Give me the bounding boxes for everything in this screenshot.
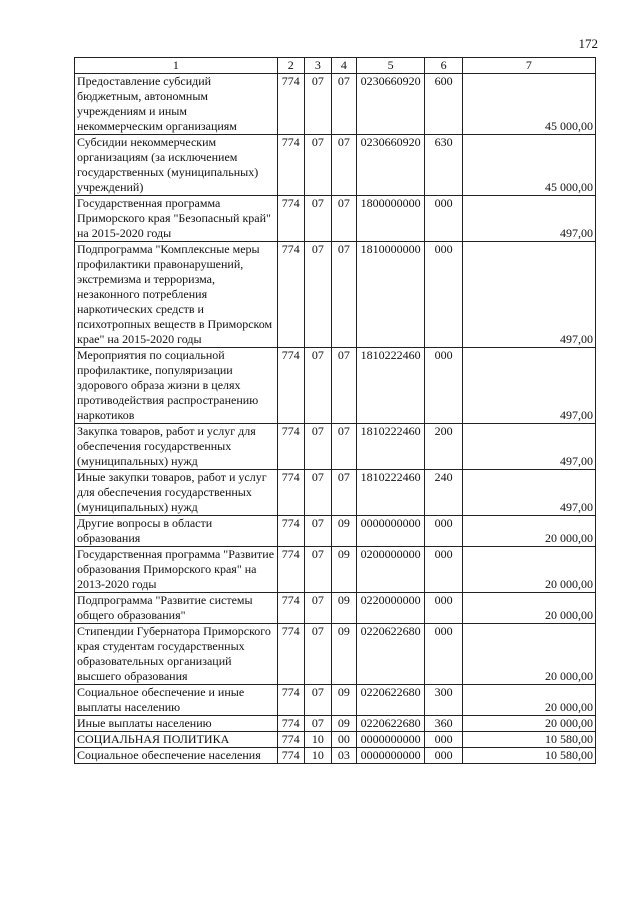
code-cell-6: 000	[425, 242, 462, 348]
table-row	[75, 516, 596, 547]
code-cell-2: 774	[277, 716, 304, 732]
code-cell-3: 07	[304, 624, 331, 685]
code-cell-4: 00	[331, 732, 356, 748]
code-cell-4: 09	[331, 685, 356, 716]
table-row	[75, 470, 596, 516]
amount-cell: 497,00	[462, 470, 595, 516]
code-cell-6: 000	[425, 547, 462, 593]
table-row	[75, 242, 596, 348]
code-cell-5: 1800000000	[356, 196, 425, 242]
row-name-cell: Субсидии некоммерческим организациям (за исключением государственных (муниципальных) учреждений)	[75, 135, 278, 196]
amount-cell: 45 000,00	[462, 74, 595, 135]
row-name-cell: Мероприятия по социальной профилактике, популяризации здорового образа жизни в целях противодействия распространению наркотиков	[75, 348, 278, 424]
row-name-cell: Социальное обеспечение населения	[75, 748, 278, 764]
row-name-cell: СОЦИАЛЬНАЯ ПОЛИТИКА	[75, 732, 278, 748]
code-cell-3: 07	[304, 516, 331, 547]
code-cell-6: 000	[425, 732, 462, 748]
amount-cell: 497,00	[462, 242, 595, 348]
code-cell-6: 600	[425, 74, 462, 135]
code-cell-2: 774	[277, 470, 304, 516]
table-row	[75, 196, 596, 242]
code-cell-2: 774	[277, 685, 304, 716]
code-cell-5: 0230660920	[356, 74, 425, 135]
code-cell-6: 000	[425, 624, 462, 685]
code-cell-3: 07	[304, 470, 331, 516]
code-cell-3: 07	[304, 685, 331, 716]
header-cell: 5	[356, 58, 425, 74]
table-row	[75, 424, 596, 470]
code-cell-3: 10	[304, 748, 331, 764]
code-cell-4: 03	[331, 748, 356, 764]
code-cell-5: 0220622680	[356, 624, 425, 685]
code-cell-4: 07	[331, 135, 356, 196]
code-cell-5: 0000000000	[356, 748, 425, 764]
amount-cell: 20 000,00	[462, 593, 595, 624]
code-cell-5: 0230660920	[356, 135, 425, 196]
table-row	[75, 135, 596, 196]
budget-table	[74, 57, 596, 764]
code-cell-6: 000	[425, 516, 462, 547]
header-cell: 1	[75, 58, 278, 74]
code-cell-4: 09	[331, 716, 356, 732]
code-cell-2: 774	[277, 748, 304, 764]
code-cell-6: 000	[425, 348, 462, 424]
table-row	[75, 748, 596, 764]
amount-cell: 497,00	[462, 196, 595, 242]
header-cell: 2	[277, 58, 304, 74]
code-cell-4: 09	[331, 624, 356, 685]
code-cell-6: 630	[425, 135, 462, 196]
amount-cell: 10 580,00	[462, 748, 595, 764]
code-cell-2: 774	[277, 547, 304, 593]
amount-cell: 20 000,00	[462, 716, 595, 732]
code-cell-5: 1810222460	[356, 470, 425, 516]
table-body	[75, 74, 596, 764]
table-row	[75, 547, 596, 593]
code-cell-5: 0220000000	[356, 593, 425, 624]
code-cell-4: 09	[331, 593, 356, 624]
code-cell-6: 360	[425, 716, 462, 732]
code-cell-2: 774	[277, 593, 304, 624]
page-number: 172	[578, 36, 598, 51]
code-cell-5: 1810222460	[356, 424, 425, 470]
row-name-cell: Социальное обеспечение и иные выплаты населению	[75, 685, 278, 716]
header-cell: 7	[462, 58, 595, 74]
code-cell-2: 774	[277, 624, 304, 685]
code-cell-3: 10	[304, 732, 331, 748]
code-cell-3: 07	[304, 424, 331, 470]
code-cell-6: 200	[425, 424, 462, 470]
code-cell-3: 07	[304, 196, 331, 242]
row-name-cell: Государственная программа "Развитие образования Приморского края" на 2013-2020 годы	[75, 547, 278, 593]
amount-cell: 497,00	[462, 348, 595, 424]
table-row	[75, 593, 596, 624]
code-cell-2: 774	[277, 135, 304, 196]
amount-cell: 20 000,00	[462, 516, 595, 547]
code-cell-3: 07	[304, 716, 331, 732]
code-cell-2: 774	[277, 242, 304, 348]
code-cell-2: 774	[277, 74, 304, 135]
amount-cell: 10 580,00	[462, 732, 595, 748]
row-name-cell: Государственная программа Приморского края "Безопасный край" на 2015-2020 годы	[75, 196, 278, 242]
code-cell-2: 774	[277, 732, 304, 748]
table-row	[75, 716, 596, 732]
row-name-cell: Предоставление субсидий бюджетным, автономным учреждениям и иным некоммерческим организациям	[75, 74, 278, 135]
amount-cell: 20 000,00	[462, 685, 595, 716]
header-cell: 6	[425, 58, 462, 74]
code-cell-4: 07	[331, 348, 356, 424]
code-cell-3: 07	[304, 74, 331, 135]
row-name-cell: Подпрограмма "Комплексные меры профилактики правонарушений, экстремизма и терроризма, незаконного потребления наркотических средств и психотропных веществ в Приморском крае" на 2015-2020 годы	[75, 242, 278, 348]
code-cell-2: 774	[277, 516, 304, 547]
code-cell-5: 0220622680	[356, 685, 425, 716]
code-cell-4: 09	[331, 516, 356, 547]
code-cell-2: 774	[277, 348, 304, 424]
code-cell-5: 1810222460	[356, 348, 425, 424]
code-cell-3: 07	[304, 593, 331, 624]
row-name-cell: Стипендии Губернатора Приморского края студентам государственных образовательных организаций высшего образования	[75, 624, 278, 685]
code-cell-2: 774	[277, 196, 304, 242]
header-cell: 4	[331, 58, 356, 74]
code-cell-3: 07	[304, 242, 331, 348]
table-row	[75, 74, 596, 135]
code-cell-4: 07	[331, 424, 356, 470]
code-cell-4: 07	[331, 74, 356, 135]
code-cell-4: 07	[331, 196, 356, 242]
code-cell-5: 0000000000	[356, 732, 425, 748]
table-header-row	[75, 58, 596, 74]
table-row	[75, 732, 596, 748]
amount-cell: 45 000,00	[462, 135, 595, 196]
code-cell-6: 000	[425, 748, 462, 764]
code-cell-3: 07	[304, 135, 331, 196]
amount-cell: 20 000,00	[462, 624, 595, 685]
row-name-cell: Подпрограмма "Развитие системы общего образования"	[75, 593, 278, 624]
code-cell-4: 07	[331, 470, 356, 516]
code-cell-6: 000	[425, 593, 462, 624]
code-cell-5: 0220622680	[356, 716, 425, 732]
code-cell-4: 07	[331, 242, 356, 348]
table-row	[75, 685, 596, 716]
row-name-cell: Другие вопросы в области образования	[75, 516, 278, 547]
code-cell-4: 09	[331, 547, 356, 593]
header-cell: 3	[304, 58, 331, 74]
amount-cell: 20 000,00	[462, 547, 595, 593]
row-name-cell: Иные закупки товаров, работ и услуг для обеспечения государственных (муниципальных) нужд	[75, 470, 278, 516]
row-name-cell: Закупка товаров, работ и услуг для обеспечения государственных (муниципальных) нужд	[75, 424, 278, 470]
code-cell-6: 000	[425, 196, 462, 242]
table-row	[75, 348, 596, 424]
table-row	[75, 624, 596, 685]
code-cell-3: 07	[304, 348, 331, 424]
code-cell-5: 0000000000	[356, 516, 425, 547]
code-cell-6: 240	[425, 470, 462, 516]
row-name-cell: Иные выплаты населению	[75, 716, 278, 732]
code-cell-2: 774	[277, 424, 304, 470]
code-cell-5: 1810000000	[356, 242, 425, 348]
amount-cell: 497,00	[462, 424, 595, 470]
code-cell-5: 0200000000	[356, 547, 425, 593]
code-cell-3: 07	[304, 547, 331, 593]
code-cell-6: 300	[425, 685, 462, 716]
